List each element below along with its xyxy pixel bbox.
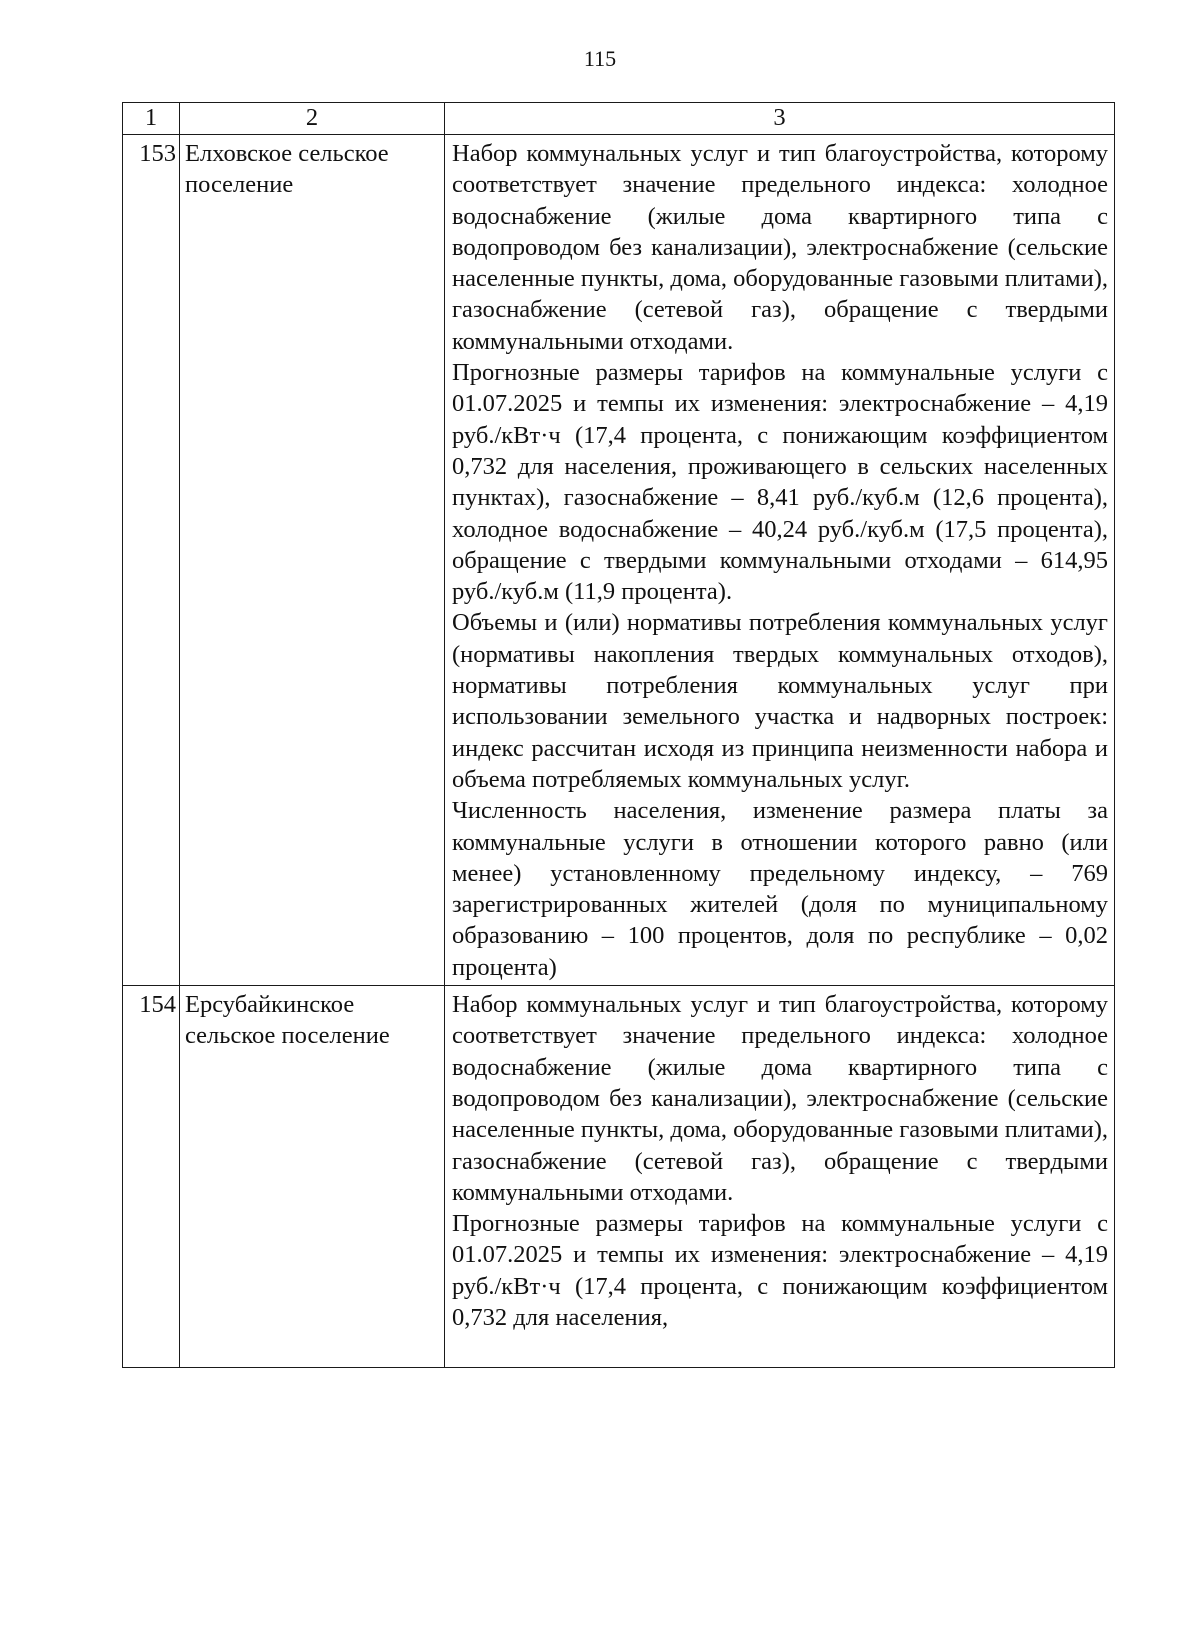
consumption-norms-paragraph: Объемы и (или) нормативы потребления коммунальных услуг (нормативы накопления твердых коммунальных отходов), нормативы потребления коммунальных услуг при использовании земельного участка и надворных построек: индекс рассчитан исходя из принципа неизменности набора и объема потребляемых коммунальных услуг. bbox=[452, 609, 1108, 793]
utility-set-paragraph: Набор коммунальных услуг и тип благоустройства, которому соответствует значение предельного индекса: холодное водоснабжение (жилые дома квартирного типа с водопроводом без канализации), электроснабжение (сельские населенные пункты, дома, оборудованные газовыми плитами), газоснабжение (сетевой газ), обращение с твердыми коммунальными отходами. bbox=[452, 140, 1108, 355]
municipal-index-table bbox=[122, 102, 1115, 1368]
settlement-name: Ерсубайкинское сельское поселение bbox=[180, 986, 445, 1368]
tariff-forecast-paragraph: Прогнозные размеры тарифов на коммунальные услуги с 01.07.2025 и темпы их изменения: электроснабжение – 4,19 руб./кВт·ч (17,4 процента, с понижающим коэффициентом 0,732 для населения, проживающего в сельских населенных пунктах), газоснабжение – 8,41 руб./куб.м (12,6 процента), холодное водоснабжение – 40,24 руб./куб.м (17,5 процента), обращение с твердыми коммунальными отходами – 614,95 руб./куб.м (11,9 процента). bbox=[452, 359, 1108, 606]
row-number: 153 bbox=[123, 135, 180, 986]
table-row bbox=[123, 986, 1115, 1368]
page-number: 115 bbox=[583, 46, 617, 71]
settlement-name: Елховское сельское поселение bbox=[180, 135, 445, 986]
population-paragraph: Численность населения, изменение размера платы за коммунальные услуги в отношении которого равно (или менее) установленному предельному индексу, – 769 зарегистрированных жителей (доля по муниципальному образованию – 100 процентов, доля по республике – 0,02 процента) bbox=[452, 797, 1108, 981]
header-col-3: 3 bbox=[445, 103, 1115, 135]
row-number: 154 bbox=[123, 986, 180, 1368]
settlement-description bbox=[445, 135, 1115, 986]
header-col-1: 1 bbox=[123, 103, 180, 135]
settlement-description bbox=[445, 986, 1115, 1368]
tariff-forecast-paragraph: Прогнозные размеры тарифов на коммунальные услуги с 01.07.2025 и темпы их изменения: электроснабжение – 4,19 руб./кВт·ч (17,4 процента, с понижающим коэффициентом 0,732 для населения, bbox=[452, 1210, 1108, 1331]
utility-set-paragraph: Набор коммунальных услуг и тип благоустройства, которому соответствует значение предельного индекса: холодное водоснабжение (жилые дома квартирного типа с водопроводом без канализации), электроснабжение (сельские населенные пункты, дома, оборудованные газовыми плитами), газоснабжение (сетевой газ), обращение с твердыми коммунальными отходами. bbox=[452, 991, 1108, 1206]
header-col-2: 2 bbox=[180, 103, 445, 135]
table-row bbox=[123, 135, 1115, 986]
table-header-row bbox=[123, 103, 1115, 135]
